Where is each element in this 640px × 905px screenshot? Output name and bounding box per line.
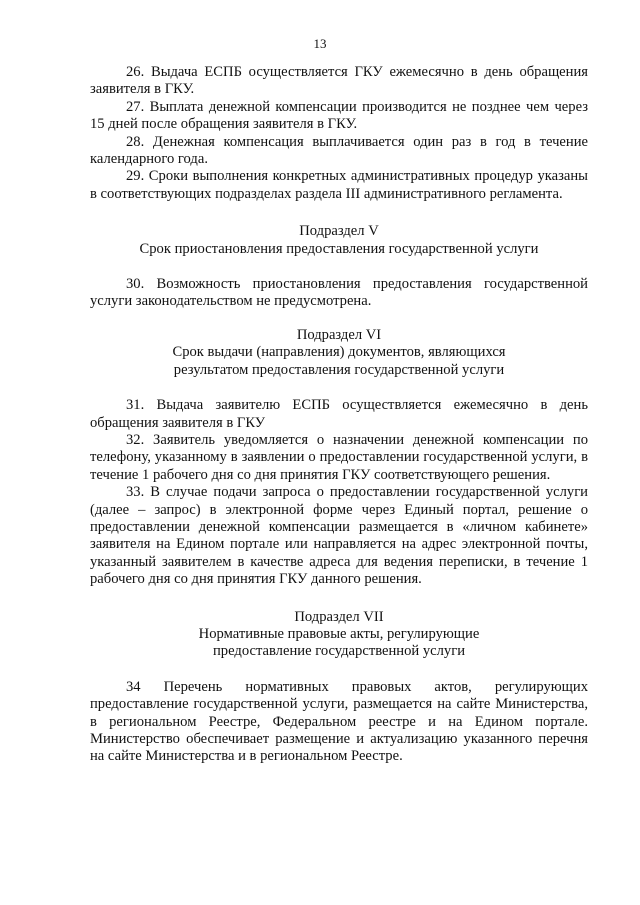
document-body [90,64,588,766]
section-vii-title-line1: Нормативные правовые акты, регулирующие [198,625,480,642]
paragraph-27: 27. Выплата денежной компенсации производится не позднее чем через 15 дней после обращения заявителя в ГКУ. [90,98,588,133]
paragraph-26: 26. Выдача ЕСПБ осуществляется ГКУ ежемесячно в день обращения заявителя в ГКУ. [90,64,588,98]
paragraph-29: 29. Сроки выполнения конкретных административных процедур указаны в соответствующих подразделах раздела III административного регламента. [90,168,588,202]
paragraph-32: 32. Заявитель уведомляется о назначении денежной компенсации по телефону, указанному в заявлении о предоставлении государственной услуги, в течение 1 рабочего дня со дня принятия ГКУ соответствующего решения. [90,431,588,483]
paragraph-28: 28. Денежная компенсация выплачивается один раз в год в течение календарного года. [90,133,588,168]
section-vi-title-line2: результатом предоставления государственной услуги [173,361,505,378]
section-vi-title-line1: Срок выдачи (направления) документов, являющихся [172,344,506,361]
section-vii-label: Подраздел VII [294,608,384,625]
section-v-title: Срок приостановления предоставления государственной услуги [139,240,539,257]
paragraph-30: 30. Возможность приостановления предоставления государственной услуги законодательством не предусмотрена. [90,276,588,310]
paragraph-34: 34 Перечень нормативных правовых актов, регулирующих предоставление государственной услуги, размещается на сайте Министерства, в региональном Реестре, Федеральном реестре и на Едином портале. Министерство обеспечивает размещение и актуализацию указанного перечня на сайте Министерства и в региональном Реестре. [90,678,588,765]
page-number: 13 [313,36,327,51]
paragraph-33: 33. В случае подачи запроса о предоставлении государственной услуги (далее – запрос) в электронной форме через Единый портал, решение о предоставлении денежной компенсации размещается в «личном кабинете» заявителя на Едином портале или направляется на адрес электронной почты, указанный заявителем в качестве адреса для ведения переписки, в течение 1 рабочего дня со дня принятия ГКУ данного решения. [90,484,588,588]
section-v-label: Подраздел V [299,223,379,240]
section-vii-title-line2: предоставление государственной услуги [213,643,465,660]
paragraph-31: 31. Выдача заявителю ЕСПБ осуществляется ежемесячно в день обращения заявителя в ГКУ [90,397,588,431]
section-vi-label: Подраздел VI [296,326,382,343]
